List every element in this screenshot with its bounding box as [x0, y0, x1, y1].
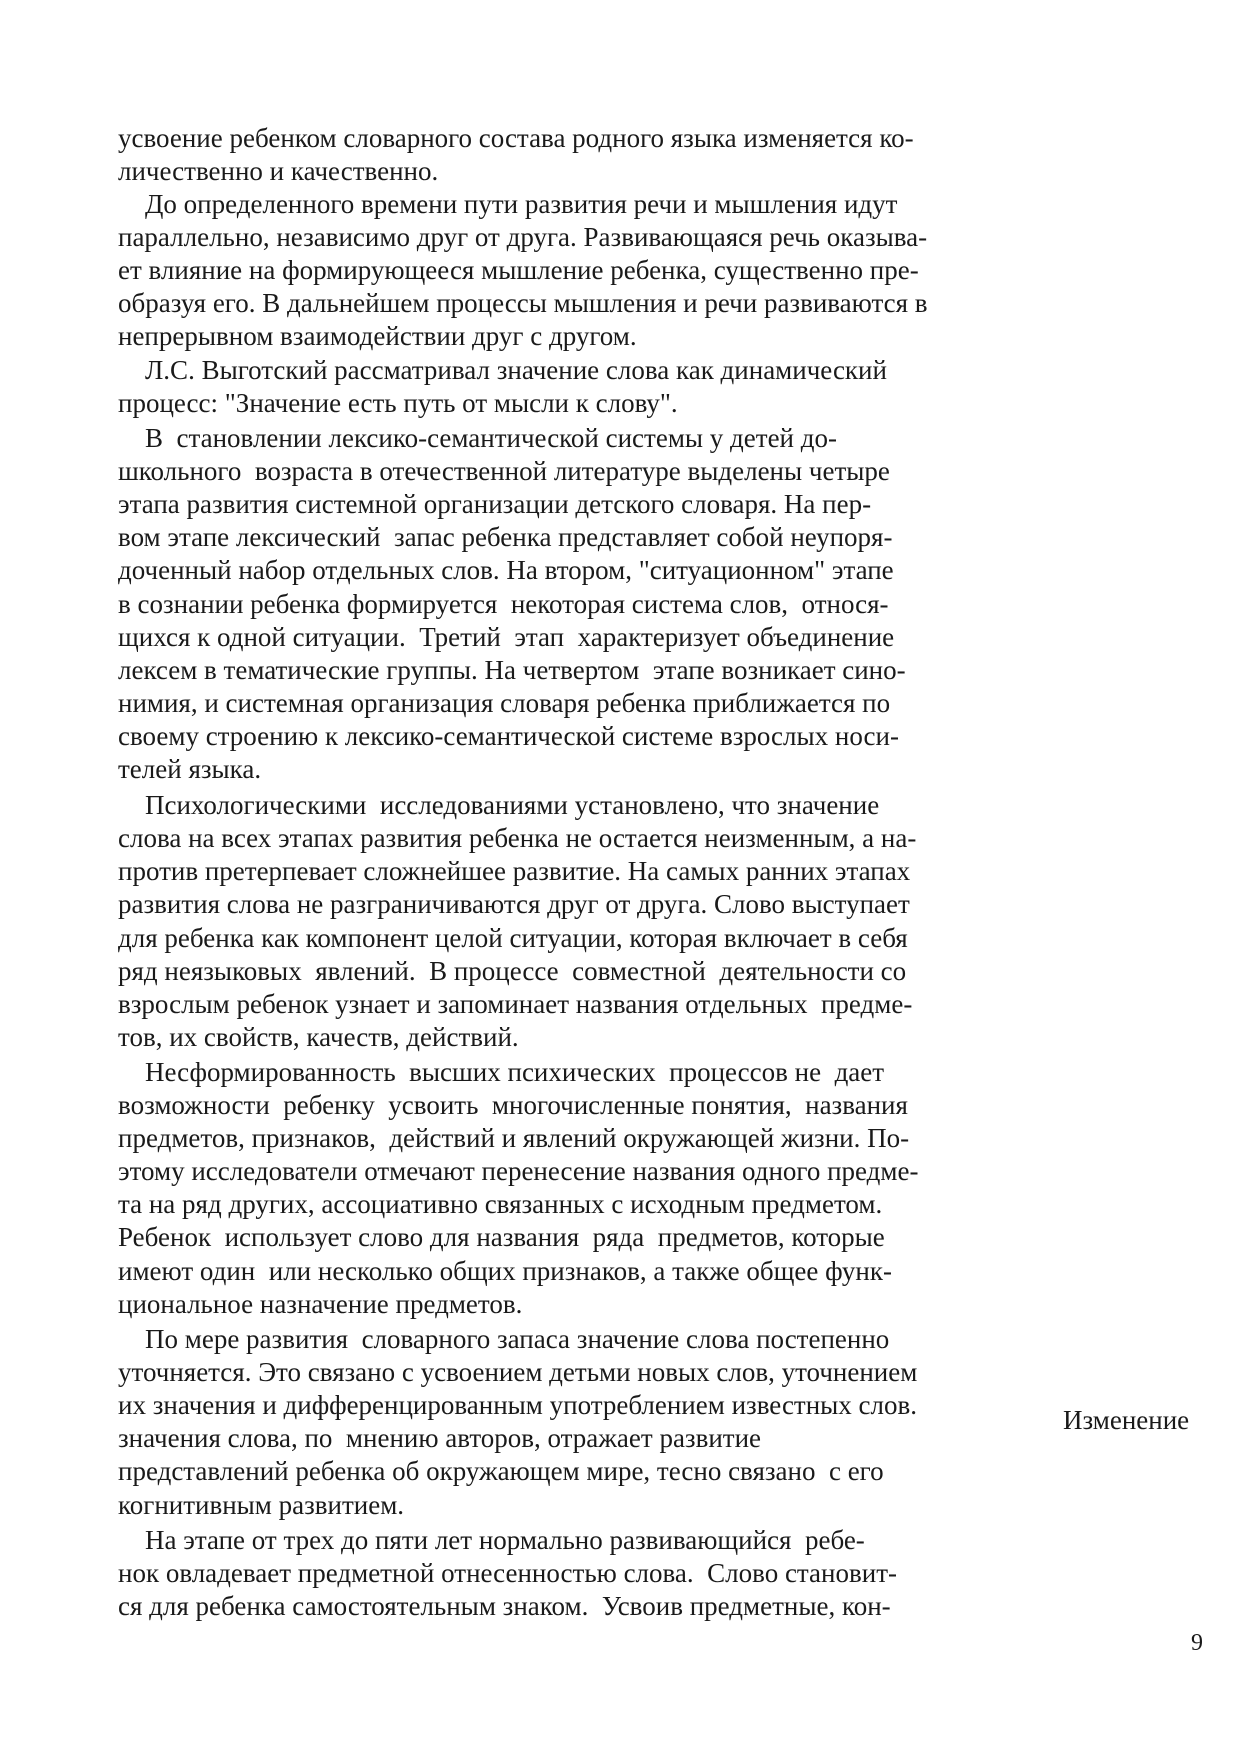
text-line: Ребенок использует слово для названия ряда предметов, которые: [118, 1222, 885, 1252]
text-line: доченный набор отдельных слов. На втором, "ситуационном" этапе: [118, 555, 894, 585]
text-line: образуя его. В дальнейшем процессы мышления и речи развиваются в: [118, 288, 928, 318]
text-line: когнитивным развитием.: [118, 1490, 405, 1520]
text-line: В становлении лексико-семантической системы у детей до-: [145, 423, 837, 453]
text-line: для ребенка как компонент целой ситуации, которая включает в себя: [118, 923, 908, 953]
text-line: в сознании ребенка формируется некоторая система слов, относя-: [118, 589, 889, 619]
text-line: та на ряд других, ассоциативно связанных с исходным предметом.: [118, 1189, 883, 1219]
text-line: усвоение ребенком словарного состава родного языка изменяется ко-: [118, 123, 914, 153]
text-line: слова на всех этапах развития ребенка не остается неизменным, а на-: [118, 823, 917, 853]
text-line: Психологическими исследованиями установлено, что значение: [145, 790, 880, 820]
text-line: По мере развития словарного запаса значение слова постепенно: [145, 1324, 890, 1354]
text-line: ряд неязыковых явлений. В процессе совместной деятельности со: [118, 956, 907, 986]
text-line: этапа развития системной организации детского словаря. На пер-: [118, 489, 872, 519]
text-line: телей языка.: [118, 754, 262, 784]
text-line: нок овладевает предметной отнесенностью слова. Слово становит-: [118, 1558, 897, 1588]
text-line: На этапе от трех до пяти лет нормально развивающийся ребе-: [145, 1525, 865, 1555]
text-line: своему строению к лексико-семантической системе взрослых носи-: [118, 721, 899, 751]
text-line: щихся к одной ситуации. Третий этап характеризует объединение: [118, 622, 895, 652]
text-line: Л.С. Выготский рассматривал значение слова как динамический: [145, 355, 887, 385]
text-line: До определенного времени пути развития речи и мышления идут: [145, 189, 898, 219]
text-line: ся для ребенка самостоятельным знаком. Усвоив предметные, кон-: [118, 1591, 891, 1621]
text-line: взрослым ребенок узнает и запоминает названия отдельных предме-: [118, 989, 913, 1019]
text-line: нимия, и системная организация словаря ребенка приближается по: [118, 688, 891, 718]
displaced-word: Изменение: [1063, 1405, 1190, 1435]
text-line: этому исследователи отмечают перенесение названия одного предме-: [118, 1156, 919, 1186]
text-line: школьного возраста в отечественной литературе выделены четыре: [118, 456, 890, 486]
text-line: ет влияние на формирующееся мышление ребенка, существенно пре-: [118, 255, 919, 285]
text-line: предметов, признаков, действий и явлений окружающей жизни. По-: [118, 1123, 910, 1153]
text-line: их значения и дифференцированным употреблением известных слов.: [118, 1390, 918, 1420]
text-line: вом этапе лексический запас ребенка представляет собой неупоря-: [118, 522, 893, 552]
page-number: 9: [1191, 1630, 1203, 1656]
text-line: представлений ребенка об окружающем мире, тесно связано с его: [118, 1456, 884, 1486]
text-line: циональное назначение предметов.: [118, 1289, 523, 1319]
text-line: значения слова, по мнению авторов, отражает развитие: [118, 1423, 762, 1453]
text-line: возможности ребенку усвоить многочисленные понятия, названия: [118, 1090, 908, 1120]
text-line: против претерпевает сложнейшее развитие. На самых ранних этапах: [118, 856, 911, 886]
text-line: непрерывном взаимодействии друг с другом.: [118, 321, 637, 351]
text-line: личественно и качественно.: [118, 156, 439, 186]
text-line: тов, их свойств, качеств, действий.: [118, 1022, 519, 1052]
text-line: лексем в тематические группы. На четвертом этапе возникает сино-: [118, 655, 906, 685]
text-line: процесс: "Значение есть путь от мысли к слову".: [118, 388, 678, 418]
text-line: развития слова не разграничиваются друг от друга. Слово выступает: [118, 889, 910, 919]
text-line: параллельно, независимо друг от друга. Развивающаяся речь оказыва-: [118, 222, 928, 252]
text-line: Несформированность высших психических процессов не дает: [145, 1057, 885, 1087]
text-line: уточняется. Это связано с усвоением детьми новых слов, уточнением: [118, 1357, 918, 1387]
text-line: имеют один или несколько общих признаков, а также общее функ-: [118, 1256, 892, 1286]
